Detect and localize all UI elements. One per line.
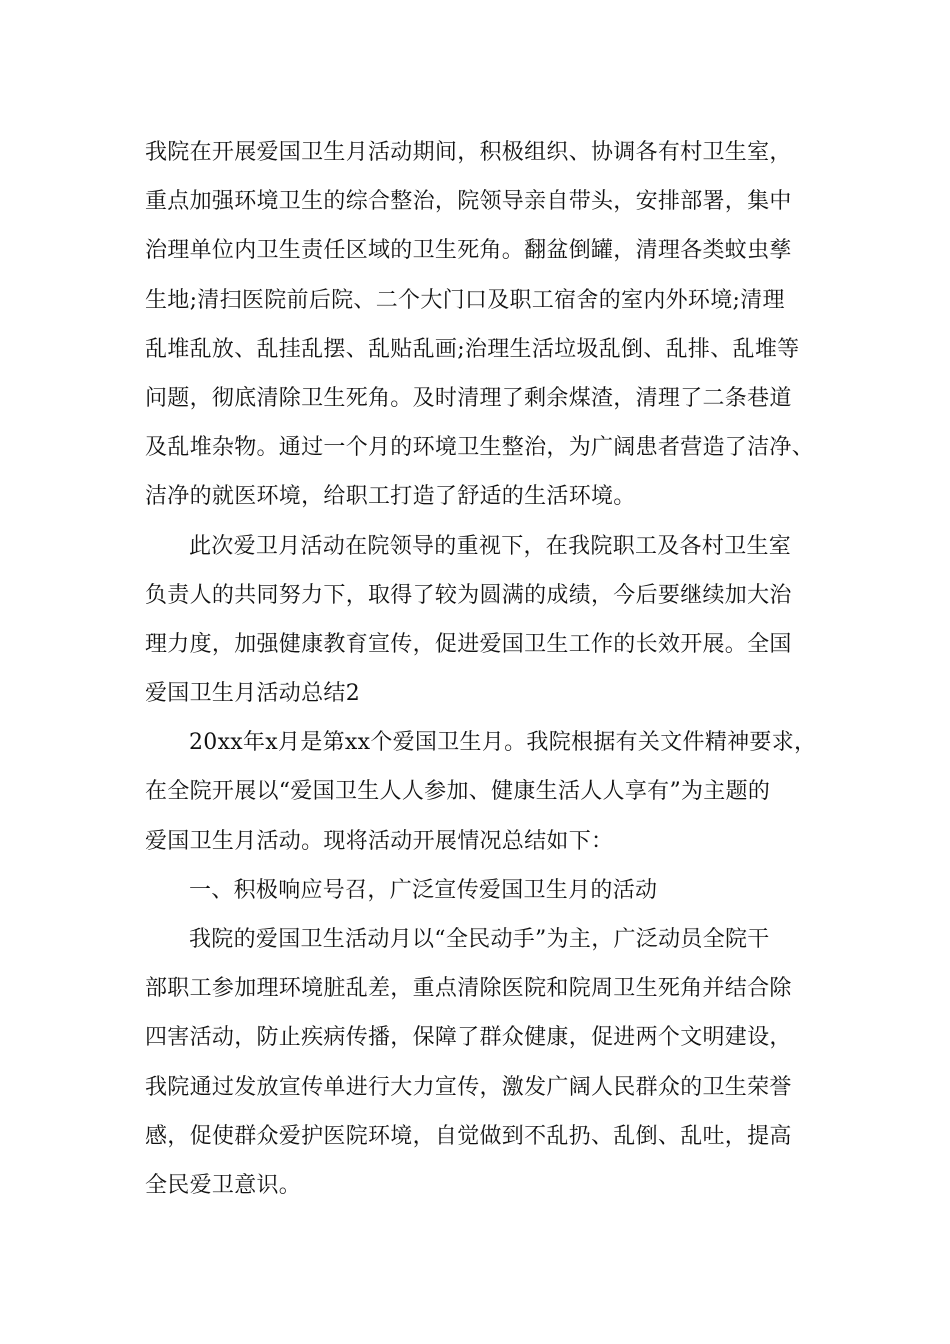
paragraph: [145, 522, 815, 719]
text-line: 乱堆乱放、乱挂乱摆、乱贴乱画;治理生活垃圾乱倒、乱排、乱堆等: [145, 336, 800, 362]
text-line: 全民爱卫意识。: [145, 1172, 302, 1198]
text-line: 治理单位内卫生责任区域的卫生死角。翻盆倒罐，清理各类蚊虫孳: [145, 238, 792, 264]
text-line: 负责人的共同努力下，取得了较为圆满的成绩，今后要继续加大治: [145, 582, 792, 608]
text-line: 重点加强环境卫生的综合整治，院领导亲自带头，安排部署，集中: [145, 189, 792, 215]
document-body: [145, 128, 815, 1210]
text-line: 爱国卫生月活动。现将活动开展情况总结如下：: [145, 828, 614, 854]
text-line: 20xx年x月是第xx个爱国卫生月。我院根据有关文件精神要求，: [189, 730, 817, 756]
text-line: 问题，彻底清除卫生死角。及时清理了剩余煤渣，清理了二条巷道: [145, 385, 792, 411]
text-line: 一、积极响应号召，广泛宣传爱国卫生月的活动: [189, 877, 658, 903]
text-line: 四害活动，防止疾病传播，保障了群众健康，促进两个文明建设，: [145, 1025, 792, 1051]
paragraph: [145, 915, 815, 1210]
paragraph: [145, 718, 815, 866]
text-line: 及乱堆杂物。通过一个月的环境卫生整治，为广阔患者营造了洁净、: [145, 435, 815, 461]
text-line: 部职工参加理环境脏乱差，重点清除医院和院周卫生死角并结合除: [145, 976, 792, 1002]
text-line: 在全院开展以“爱国卫生人人参加、健康生活人人享有”为主题的: [145, 779, 771, 805]
text-line: 此次爱卫月活动在院领导的重视下，在我院职工及各村卫生室: [189, 533, 792, 559]
text-line: 我院通过发放宣传单进行大力宣传，激发广阔人民群众的卫生荣誉: [145, 1074, 792, 1100]
text-line: 我院在开展爱国卫生月活动期间，积极组织、协调各有村卫生室，: [145, 140, 792, 165]
paragraph: [145, 866, 815, 915]
text-line: 感，促使群众爱护医院环境，自觉做到不乱扔、乱倒、乱吐，提高: [145, 1123, 792, 1149]
paragraph: [145, 128, 815, 522]
text-line: 洁净的就医环境，给职工打造了舒适的生活环境。: [145, 484, 636, 510]
text-line: 生地;清扫医院前后院、二个大门口及职工宿舍的室内外环境;清理: [145, 287, 785, 313]
text-line: 理力度，加强健康教育宣传，促进爱国卫生工作的长效开展。全国: [145, 631, 792, 657]
text-line: 我院的爱国卫生活动月以“全民动手”为主，广泛动员全院干: [189, 927, 770, 952]
text-line: 爱国卫生月活动总结2: [145, 681, 360, 707]
